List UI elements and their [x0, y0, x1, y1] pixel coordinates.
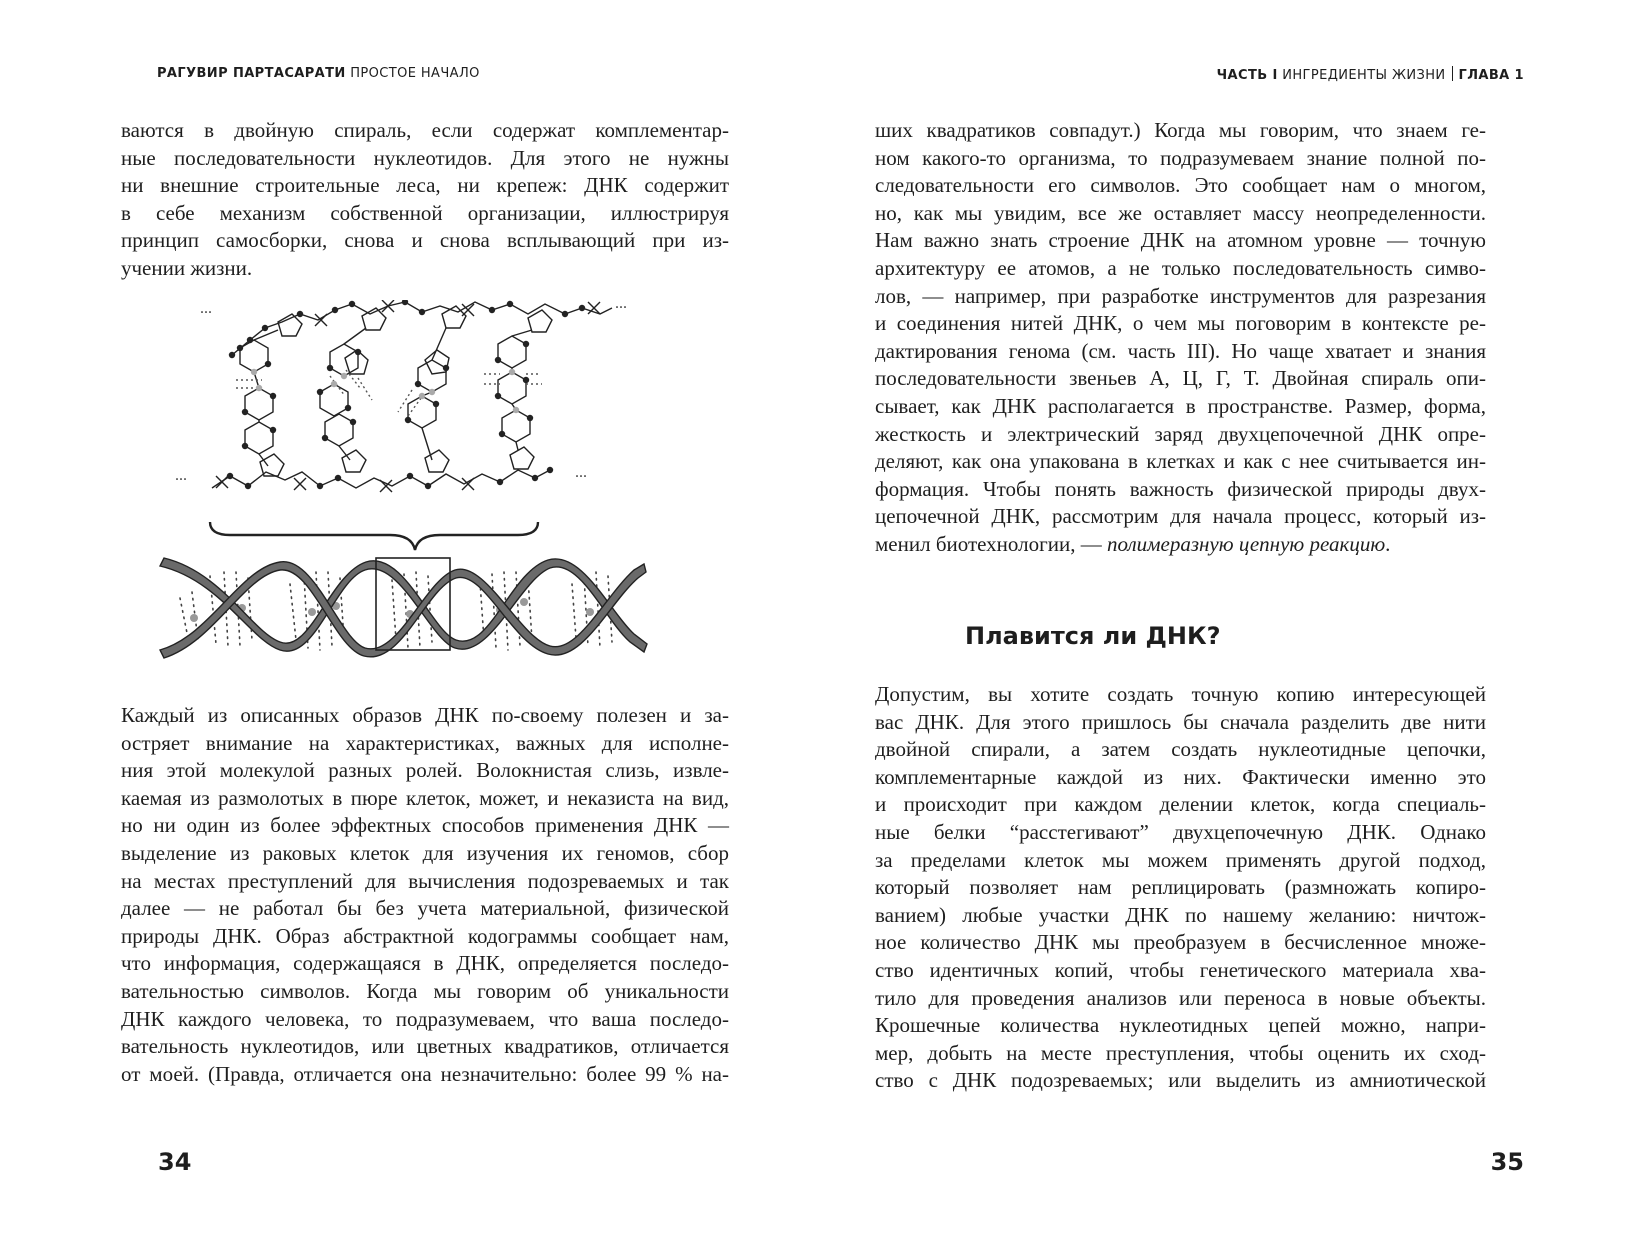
text-line: мер, добыть на месте преступления, чтобы оценить их сход- — [875, 1040, 1486, 1065]
text-line — [875, 531, 1486, 559]
text-line: каемая из размолотых в пюре клеток, может, и неказиста на вид, — [121, 785, 729, 810]
text-line: остряет внимание на характеристиках, важных для исполне- — [121, 730, 729, 755]
text-line: принцип самосборки, снова и снова всплывающий при из- — [121, 228, 729, 253]
italic-term: полимеразную цепную реакцию — [1106, 531, 1386, 556]
text-line: ство идентичных копий, чтобы генетического материала хва- — [875, 957, 1486, 982]
text-line: что информация, содержащаяся в ДНК, определяется последо- — [121, 951, 729, 976]
left-paragraph-2 — [121, 702, 729, 1088]
text-line: дактирования генома (см. часть III). Но чаще хватает и знания — [875, 338, 1486, 363]
text-line: формация. Чтобы понять важность физической природы двух- — [875, 476, 1486, 501]
text-line: ДНК каждого человека, то подразумеваем, что ваша последо- — [121, 1006, 729, 1031]
text-line: далее — не работал бы без учета материальной, физической — [121, 896, 729, 921]
page-number-right: 35 — [1490, 1148, 1524, 1176]
text-line: жесткость и электрический заряд двухцепочечной ДНК опре- — [875, 421, 1486, 446]
text-line: деляют, как она упакована в клетках и как с нее считывается ин- — [875, 449, 1486, 474]
text-line: в себе механизм собственной организации, иллюстрируя — [121, 200, 729, 225]
running-head-divider — [1452, 66, 1453, 81]
right-paragraph-2 — [875, 681, 1486, 1095]
text-line: вательность нуклеотидов, или цветных квадратиков, отличается — [121, 1034, 729, 1059]
text-span: . — [1385, 531, 1391, 556]
text-line: но, как мы увидим, все же оставляет массу неопределенности. — [875, 200, 1486, 225]
text-line: ния этой молекулой разных ролей. Волокнистая слизь, извле- — [121, 758, 729, 783]
text-line: тило для проведения анализов или переноса в новые объекты. — [875, 985, 1486, 1010]
figure-ellipsis-bottom-right: ... — [575, 464, 587, 481]
text-line: ваются в двойную спираль, если содержат комплементар- — [121, 118, 729, 142]
right-running-head — [1217, 66, 1524, 83]
running-head-book-title: ПРОСТОЕ НАЧАЛО — [350, 66, 480, 81]
text-line: учении жизни. — [121, 255, 253, 280]
text-line: ное количество ДНК мы преобразуем в бесчисленное множе- — [875, 930, 1486, 955]
text-line: Каждый из описанных образов ДНК по-своему полезен и за- — [121, 703, 729, 727]
text-line: ство с ДНК подозреваемых; или выделить из амниотической — [875, 1068, 1486, 1093]
text-line: и соединения нитей ДНК, о чем мы поговорим в контексте ре- — [875, 311, 1486, 336]
text-line: цепочечной ДНК, рассмотрим для начала процесс, который из- — [875, 504, 1486, 529]
right-page — [815, 0, 1630, 1252]
double-helix — [160, 558, 647, 658]
text-line: лов, — например, при разработке инструментов для разрезания — [875, 283, 1486, 308]
figure-ellipsis-bottom-left: ... — [175, 467, 187, 484]
text-line: ные последовательности нуклеотидов. Для этого не нужны — [121, 145, 729, 170]
text-line: ном какого-то организма, то подразумеваем знание полной по- — [875, 145, 1486, 170]
section-heading: Плавится ли ДНК? — [965, 622, 1221, 650]
text-line: двойной спирали, а затем создать нуклеотидные цепочки, — [875, 737, 1486, 762]
page-number-left: 34 — [158, 1148, 192, 1176]
text-line: на местах преступлений для вычисления подозреваемых и так — [121, 868, 729, 893]
text-line: и происходит при каждом делении клеток, когда специаль- — [875, 792, 1486, 817]
text-line: ные белки “расстегивают” двухцепочечную ДНК. Однако — [875, 819, 1486, 844]
left-paragraph-1 — [121, 117, 729, 283]
text-line: Допустим, вы хотите создать точную копию интересующей — [875, 682, 1486, 706]
left-running-head — [157, 66, 480, 81]
text-line: ванием) любые участки ДНК по нашему желанию: ничтож- — [875, 902, 1486, 927]
text-line: от моей. (Правда, отличается она незначительно: более 99 % на- — [121, 1061, 729, 1086]
text-line: но ни один из более эффектных способов применения ДНК — — [121, 813, 729, 838]
text-span: менил биотехнологии, — — [875, 531, 1107, 556]
running-head-chapter: ГЛАВА 1 — [1458, 68, 1524, 83]
figure-ellipsis-top-left: ... — [200, 300, 212, 317]
text-line: ни внешние строительные леса, ни крепеж: ДНК содержит — [121, 173, 729, 198]
text-line: Крошечные количества нуклеотидных цепей можно, напри- — [875, 1013, 1486, 1038]
text-line: следовательности его символов. Это сообщает нам о многом, — [875, 173, 1486, 198]
text-line: ших квадратиков совпадут.) Когда мы говорим, что знаем ге- — [875, 118, 1486, 142]
running-head-part: ЧАСТЬ I — [1216, 68, 1278, 83]
text-line: комплементарные каждой из них. Фактически именно это — [875, 764, 1486, 789]
text-line: выделение из раковых клеток для изучения их геномов, сбор — [121, 840, 729, 865]
running-head-author: РАГУВИР ПАРТАСАРАТИ — [157, 66, 346, 81]
right-paragraph-1 — [875, 117, 1486, 559]
text-line: вас ДНК. Для этого пришлось бы сначала разделить две нити — [875, 709, 1486, 734]
text-line: сывает, как ДНК располагается в пространстве. Размер, форма, — [875, 393, 1486, 418]
text-line: последовательности звеньев А, Ц, Г, Т. Двойная спираль опи- — [875, 366, 1486, 391]
figure-ellipsis-top-right: ... — [615, 300, 627, 312]
text-line: архитектуру ее атомов, а не только последовательность симво- — [875, 255, 1486, 280]
text-line: природы ДНК. Образ абстрактной кодограммы сообщает нам, — [121, 923, 729, 948]
text-line: за пределами клеток мы можем применять другой подход, — [875, 847, 1486, 872]
running-head-part-title: ИНГРЕДИЕНТЫ ЖИЗНИ — [1282, 68, 1446, 83]
text-line: вательностью символов. Когда мы говорим об уникальности — [121, 978, 729, 1003]
text-line: который позволяет нам реплицировать (размножать копиро- — [875, 875, 1486, 900]
curly-brace — [210, 522, 538, 550]
dna-illustration — [150, 300, 690, 690]
text-line: Нам важно знать строение ДНК на атомном уровне — точную — [875, 228, 1486, 253]
